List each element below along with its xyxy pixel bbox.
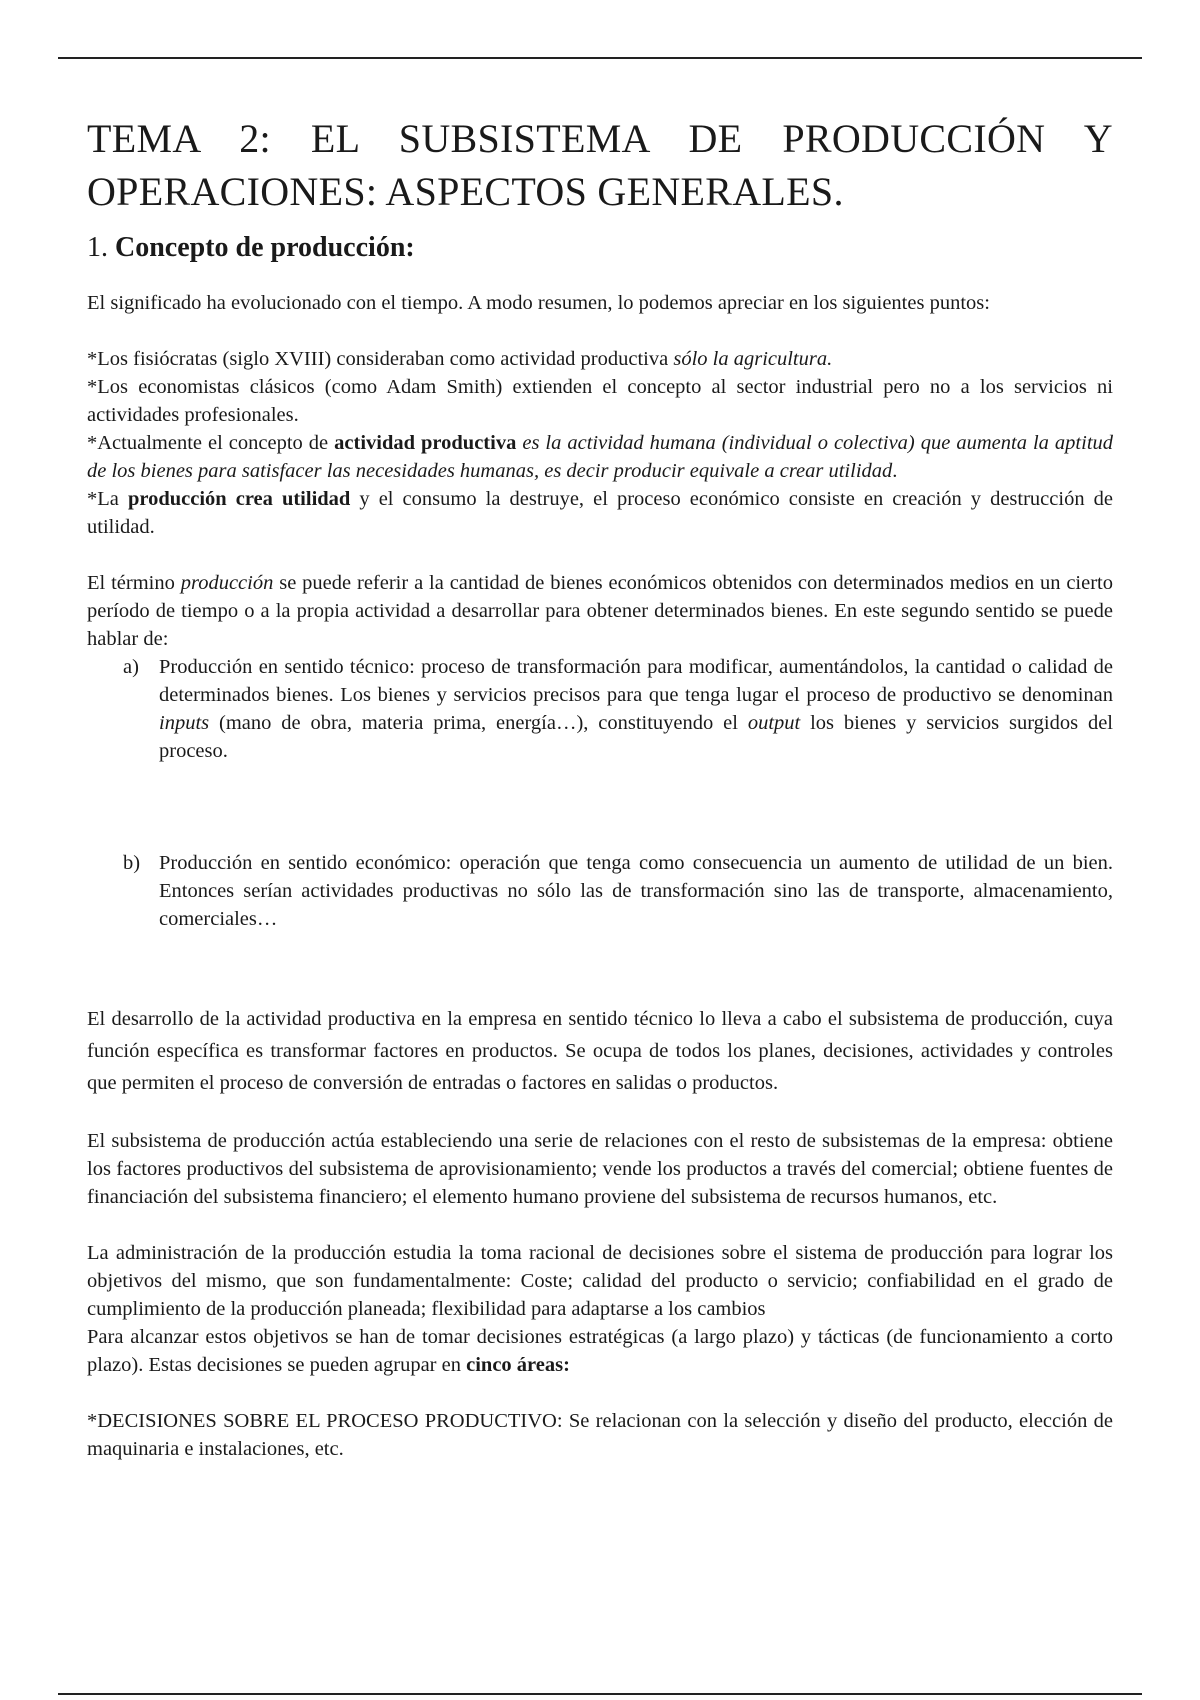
production-types-list: [87, 653, 1113, 933]
bullet-actualmente: *Actualmente el concepto de actividad productiva es la actividad humana (individual o colectiva) que aumenta la aptitud de los bienes para satisfacer las necesidades humanas, es decir producir equivale a crear utilidad.: [87, 432, 1114, 482]
desarrollo-paragraph: El desarrollo de la actividad productiva en la empresa en sentido técnico lo lleva a cabo el subsistema de producción, cuya función específica es transformar factores en productos. Se ocupa de todos los planes, decisiones, actividades y controles que permiten el proceso de conversión de entradas o factores en salidas o productos.: [87, 1008, 1113, 1094]
top-rule: [58, 57, 1142, 59]
bullet-produccion-crea-utilidad: *La producción crea utilidad y el consumo la destruye, el proceso económico consiste en creación y destrucción de utilidad.: [87, 488, 1113, 538]
section-heading: [87, 230, 1113, 266]
list-item-economic: b) Producción en sentido económico: operación que tenga como consecuencia un aumento de utilidad de un bien. Entonces serían actividades productivas no sólo las de transformación sino las de transporte, almacenamiento, comerciales…: [87, 849, 1113, 933]
section-number: 1.: [87, 232, 108, 263]
subsistema-paragraph: El subsistema de producción actúa estableciendo una serie de relaciones con el resto de subsistemas de la empresa: obtiene los factores productivos del subsistema de aprovisionamiento; vende los productos a través del comercial; obtiene fuentes de financiación del subsistema financiero; el elemento humano proviene del subsistema de recursos humanos, etc.: [87, 1130, 1113, 1208]
bullet-fisiocratas: *Los fisiócratas (siglo XVIII) consideraban como actividad productiva sólo la agricultura.: [87, 348, 833, 370]
decisiones-proceso-productivo: *DECISIONES SOBRE EL PROCESO PRODUCTIVO: Se relacionan con la selección y diseño del producto, elección de maquinaria e instalaciones, etc.: [87, 1410, 1113, 1460]
document-title: TEMA 2: EL SUBSISTEMA DE PRODUCCIÓN Y OPERACIONES: ASPECTOS GENERALES.: [87, 116, 1113, 214]
list-marker-b: b): [123, 852, 141, 874]
bullet-economistas-clasicos: *Los economistas clásicos (como Adam Smith) extienden el concepto al sector industrial pero no a los servicios ni actividades profesionales.: [87, 376, 1113, 426]
list-marker-a: a): [123, 656, 139, 678]
termino-paragraph: El término producción se puede referir a la cantidad de bienes económicos obtenidos con determinados medios en un cierto período de tiempo o a la propia actividad a desarrollar para obtener determinados bienes. En este segundo sentido se puede hablar de:: [87, 572, 1113, 650]
bottom-rule: [58, 1693, 1142, 1695]
document-content: [87, 112, 1113, 1463]
alcanzar-paragraph: Para alcanzar estos objetivos se han de tomar decisiones estratégicas (a largo plazo) y tácticas (de funcionamiento a corto plazo). Estas decisiones se pueden agrupar en cinco áreas:: [87, 1326, 1113, 1376]
intro-paragraph: El significado ha evolucionado con el tiempo. A modo resumen, lo podemos apreciar en los siguientes puntos:: [87, 292, 990, 314]
administracion-paragraph: La administración de la producción estudia la toma racional de decisiones sobre el sistema de producción para lograr los objetivos del mismo, que son fundamentalmente: Coste; calidad del producto o servicio; confiabilidad en el grado de cumplimiento de la producción planeada; flexibilidad para adaptarse a los cambios: [87, 1242, 1113, 1320]
list-item-technical: a) Producción en sentido técnico: proceso de transformación para modificar, aumentándolos, la cantidad o calidad de determinados bienes. Los bienes y servicios precisos para que tenga lugar el proceso de productivo se denominan inputs (mano de obra, materia prima, energía…), constituyendo el output los bienes y servicios surgidos del proceso.: [87, 653, 1113, 765]
section-title: Concepto de producción:: [115, 232, 415, 263]
